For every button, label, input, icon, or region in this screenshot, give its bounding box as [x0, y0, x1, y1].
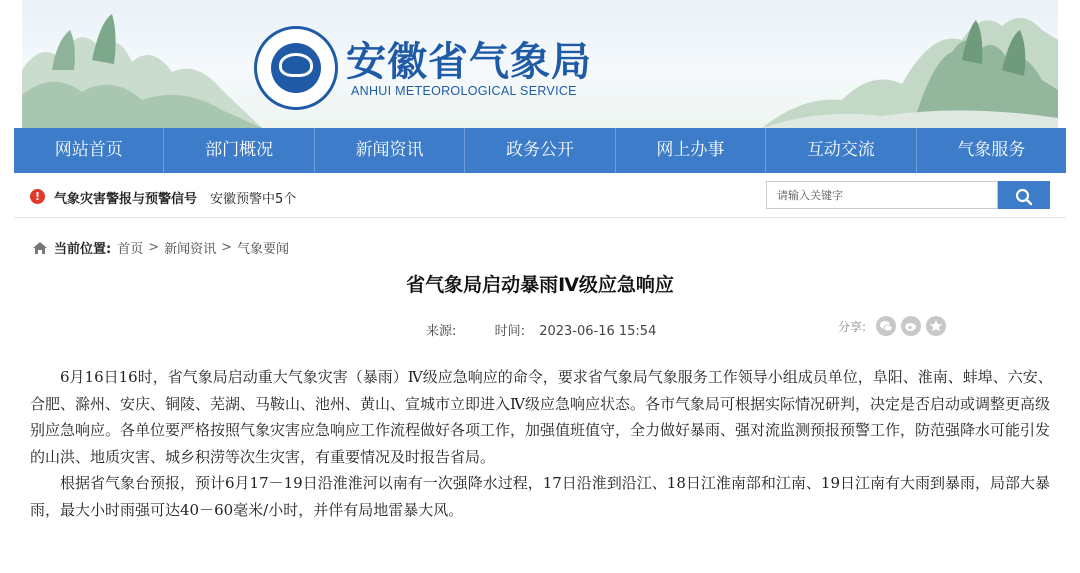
mountain-landscape-left — [22, 0, 262, 128]
breadcrumb — [32, 238, 289, 257]
breadcrumb-separator: > — [221, 240, 233, 255]
nav-item-home[interactable]: 网站首页 — [14, 128, 164, 173]
article-meta — [426, 320, 656, 339]
breadcrumb-separator: > — [148, 240, 160, 255]
cma-emblem-icon[interactable] — [254, 26, 338, 110]
article-body — [30, 364, 1054, 523]
breadcrumb-home[interactable]: 首页 — [117, 242, 144, 257]
publish-time: 2023-06-16 15:54 — [539, 324, 657, 339]
active-warnings-count[interactable]: 安徽预警中5个 — [210, 192, 297, 207]
search-icon — [1014, 187, 1034, 207]
search-input[interactable] — [766, 181, 998, 209]
share-label: 分享: — [838, 319, 867, 334]
article-title: 省气象局启动暴雨Ⅳ级应急响应 — [406, 274, 674, 296]
wechat-icon[interactable] — [876, 316, 896, 336]
search-button[interactable] — [998, 181, 1050, 209]
nav-item-government-affairs[interactable]: 政务公开 — [465, 128, 615, 173]
share-bar — [838, 316, 946, 336]
alert-icon: ! — [30, 189, 45, 204]
weibo-icon[interactable] — [901, 316, 921, 336]
site-subtitle: ANHUI METEOROLOGICAL SERVICE — [351, 84, 577, 98]
site-title[interactable]: 安徽省气象局 — [346, 39, 592, 85]
nav-item-online-services[interactable]: 网上办事 — [616, 128, 766, 173]
header-banner — [22, 0, 1058, 128]
article-paragraph: 根据省气象台预报，预计6月17－19日沿淮淮河以南有一次强降水过程，17日沿淮到沿江、18日江淮南部和江南、19日江南有大雨到暴雨，局部大暴雨，最大小时雨强可达40－60毫米/小时，并伴有局地雷暴大风。 — [30, 474, 1050, 519]
mountain-landscape-right — [762, 0, 1058, 128]
main-nav — [14, 128, 1066, 173]
time-label: 时间: — [494, 324, 526, 339]
alert-search-bar — [14, 175, 1066, 218]
breadcrumb-news[interactable]: 新闻资讯 — [164, 242, 217, 257]
home-icon — [32, 241, 48, 255]
breadcrumb-weather-news[interactable]: 气象要闻 — [237, 242, 290, 257]
article-paragraph: 6月16日16时，省气象局启动重大气象灾害（暴雨）Ⅳ级应急响应的命令，要求省气象局气象服务工作领导小组成员单位，阜阳、淮南、蚌埠、六安、合肥、滁州、安庆、铜陵、芜湖、马鞍山、池州、黄山、宣城市立即进入Ⅳ级应急响应状态。各市气象局可根据实际情况研判，决定是否启动或调整更高级别应急响应。各单位要严格按照气象灾害应急响应工作流程做好各项工作，加强值班值守，全力做好暴雨、强对流监测预报预警工作，防范强降水可能引发的山洪、地质灾害、城乡积涝等次生灾害，有重要情况及时报告省局。 — [30, 368, 1053, 466]
star-icon[interactable] — [926, 316, 946, 336]
nav-item-weather-services[interactable]: 气象服务 — [957, 140, 1026, 160]
breadcrumb-label: 当前位置: — [54, 242, 112, 257]
nav-item-departments[interactable]: 部门概况 — [164, 128, 314, 173]
source-label: 来源: — [426, 324, 457, 339]
warning-signals-link[interactable]: 气象灾害警报与预警信号 — [54, 192, 198, 207]
nav-item-news[interactable]: 新闻资讯 — [315, 128, 465, 173]
nav-item-interaction[interactable]: 互动交流 — [766, 128, 916, 173]
